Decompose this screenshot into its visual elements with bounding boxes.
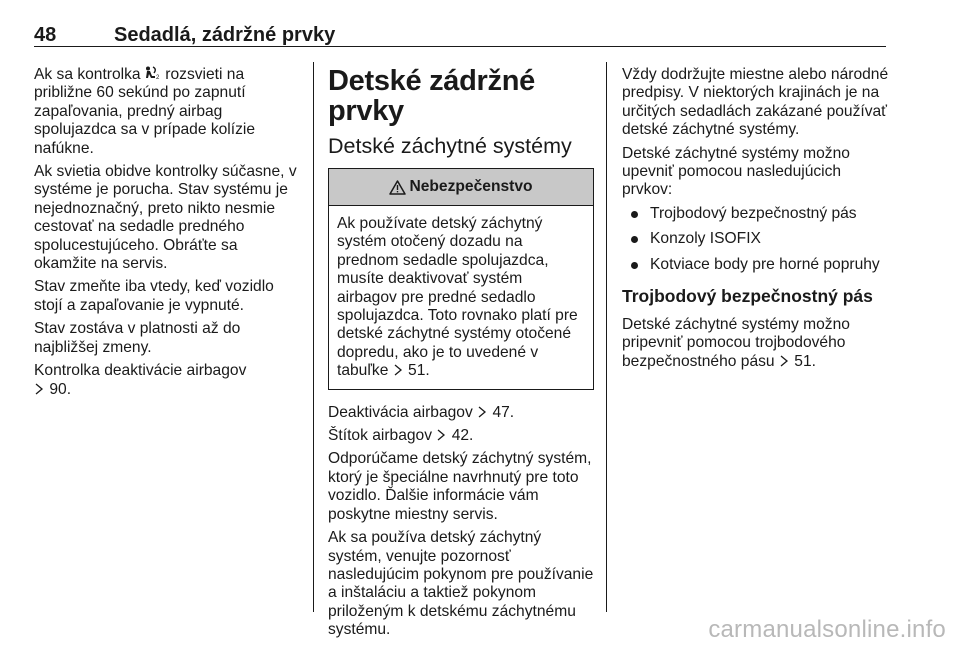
list-item: Kotviace body pre horné popruhy	[622, 256, 890, 274]
danger-box-title: Nebezpečenstvo	[409, 177, 533, 195]
danger-box-header	[329, 169, 593, 206]
column-divider	[606, 62, 607, 612]
list-item: Konzoly ISOFIX	[622, 230, 890, 248]
reference-line: Deaktivácia airbagov 47.	[328, 403, 515, 421]
page-reference-arrow-icon	[779, 355, 789, 367]
page-reference-arrow-icon	[393, 364, 403, 376]
danger-box-body: Ak používate detský záchytný systém otočený dozadu na prednom sedadle spolujazdca, musíte deaktivovať systém airbagov pre predné sedadlo spolujazdca. Toto rovnako platí pre detské záchytné systémy otočené dopredu, ako je to uvedené v tabuľke 51.	[337, 215, 578, 380]
page-reference[interactable]: 51.	[408, 362, 430, 380]
page-reference-arrow-icon	[436, 429, 446, 441]
page-reference-arrow-icon	[34, 383, 44, 395]
paragraph: Ak svietia obidve kontrolky súčasne, v systéme je porucha. Stav systému je nejednoznačný, preto nikto nesmie cestovať na sedadle predného spolucestujúceho. Obráťte sa okamžite na servis.	[34, 163, 297, 273]
reference-line: Štítok airbagov 42.	[328, 427, 474, 445]
paragraph: Stav zmeňte iba vtedy, keď vozidlo stojí a zapaľovanie je vypnuté.	[34, 278, 274, 314]
paragraph: Ak sa kontrolka 2 rozsvieti na približne 60 sekúnd po zapnutí zapaľovania, predný airbag spolujazdca sa v prípade kolízie nafúkne.	[34, 66, 256, 157]
paragraph: Vždy dodržujte miestne alebo národné predpisy. V niektorých krajinách je na určitých sedadlách zakázané používať detské záchytné systémy.	[622, 66, 889, 139]
bullet-icon	[631, 211, 638, 218]
page-reference[interactable]: 47.	[492, 403, 515, 421]
watermark: carmanualsonline.info	[708, 616, 946, 643]
subsection-heading: Trojbodový bezpečnostný pás	[622, 286, 873, 307]
page-reference[interactable]: 90.	[49, 380, 72, 398]
bullet-icon	[631, 236, 638, 243]
airbag-off-indicator-icon	[145, 66, 161, 80]
chapter-title: Detské zádržné prvky	[328, 65, 535, 127]
paragraph: Odporúčame detský záchytný systém, ktorý je špeciálne navrhnutý pre toto vozidlo. Ďalšie informácie vám poskytne miestny servis.	[328, 450, 592, 523]
page-reference[interactable]: 42.	[451, 427, 474, 445]
bullet-list	[622, 205, 890, 274]
column-middle	[328, 66, 594, 645]
page-number: 48	[34, 24, 57, 46]
section-heading: Detské záchytné systémy	[328, 134, 572, 158]
paragraph: Kontrolka deaktivácie airbagov 90.	[34, 362, 247, 398]
column-divider	[313, 62, 314, 612]
bullet-icon	[631, 262, 638, 269]
column-left	[34, 66, 302, 404]
paragraph: Detské záchytné systémy možno pripevniť pomocou trojbodového bezpečnostného pásu 51.	[622, 316, 850, 370]
paragraph: Stav zostáva v platnosti až do najbližšej zmeny.	[34, 320, 241, 356]
section-title: Sedadlá, zádržné prvky	[114, 24, 336, 46]
page-reference-arrow-icon	[477, 406, 487, 418]
warning-triangle-icon	[389, 180, 406, 195]
paragraph: Detské záchytné systémy možno upevniť pomocou nasledujúcich prvkov:	[622, 144, 850, 199]
list-item: Trojbodový bezpečnostný pás	[622, 205, 890, 223]
column-right	[622, 66, 890, 376]
page-reference[interactable]: 51.	[794, 352, 816, 370]
paragraph: Ak sa používa detský záchytný systém, venujte pozornosť nasledujúcim pokynom pre používanie a inštaláciu a taktiež pokynom priloženým k detskému záchytnému systému.	[328, 529, 594, 639]
danger-box	[328, 168, 594, 390]
page-header	[34, 10, 886, 47]
svg-text:2: 2	[155, 75, 160, 80]
